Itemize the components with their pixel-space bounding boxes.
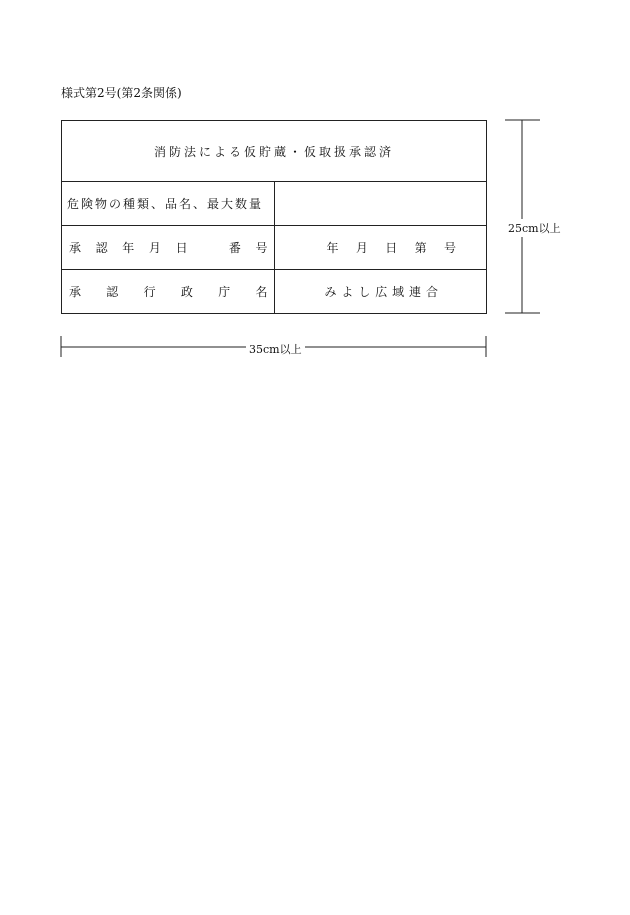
approving-agency-value [274,270,487,314]
label-char: 行 [143,285,156,299]
approval-sign-table [61,120,487,314]
value-char: 広 [375,285,388,299]
value-char: よ [341,285,354,299]
hazmat-type-label: 危険物の種類、品名、最大数量 [62,182,275,226]
value-char: し [358,285,371,299]
label-char: 号 [255,241,268,255]
value-char: 域 [392,285,405,299]
form-reference: 様式第2号(第2条関係) [61,86,182,100]
value-char: み [324,285,337,299]
approving-agency-label [62,270,275,314]
value-char: 月 [355,241,368,255]
label-char: 日 [175,241,188,255]
value-char: 日 [385,241,398,255]
width-dimension-label: 35cm以上 [246,341,305,357]
approval-date-number-label [62,226,275,270]
label-char: 月 [148,241,161,255]
value-char: 年 [326,241,339,255]
height-dimension-label: 25cm以上 [508,219,561,237]
label-char: 承 [69,241,82,255]
label-char: 番 [228,241,241,255]
label-char: 認 [95,241,108,255]
label-char: 認 [106,285,119,299]
hazmat-type-value [274,182,487,226]
value-char: 連 [409,285,422,299]
value-char: 第 [414,241,427,255]
approval-date-number-value [274,226,487,270]
label-char: 承 [69,285,82,299]
sign-title: 消防法による仮貯蔵・仮取扱承認済 [62,121,487,182]
label-char: 庁 [218,285,231,299]
value-char: 号 [443,241,456,255]
label-char: 名 [255,285,268,299]
label-char: 年 [122,241,135,255]
label-char: 政 [180,285,193,299]
label-gap [202,239,214,256]
value-char: 合 [425,285,438,299]
